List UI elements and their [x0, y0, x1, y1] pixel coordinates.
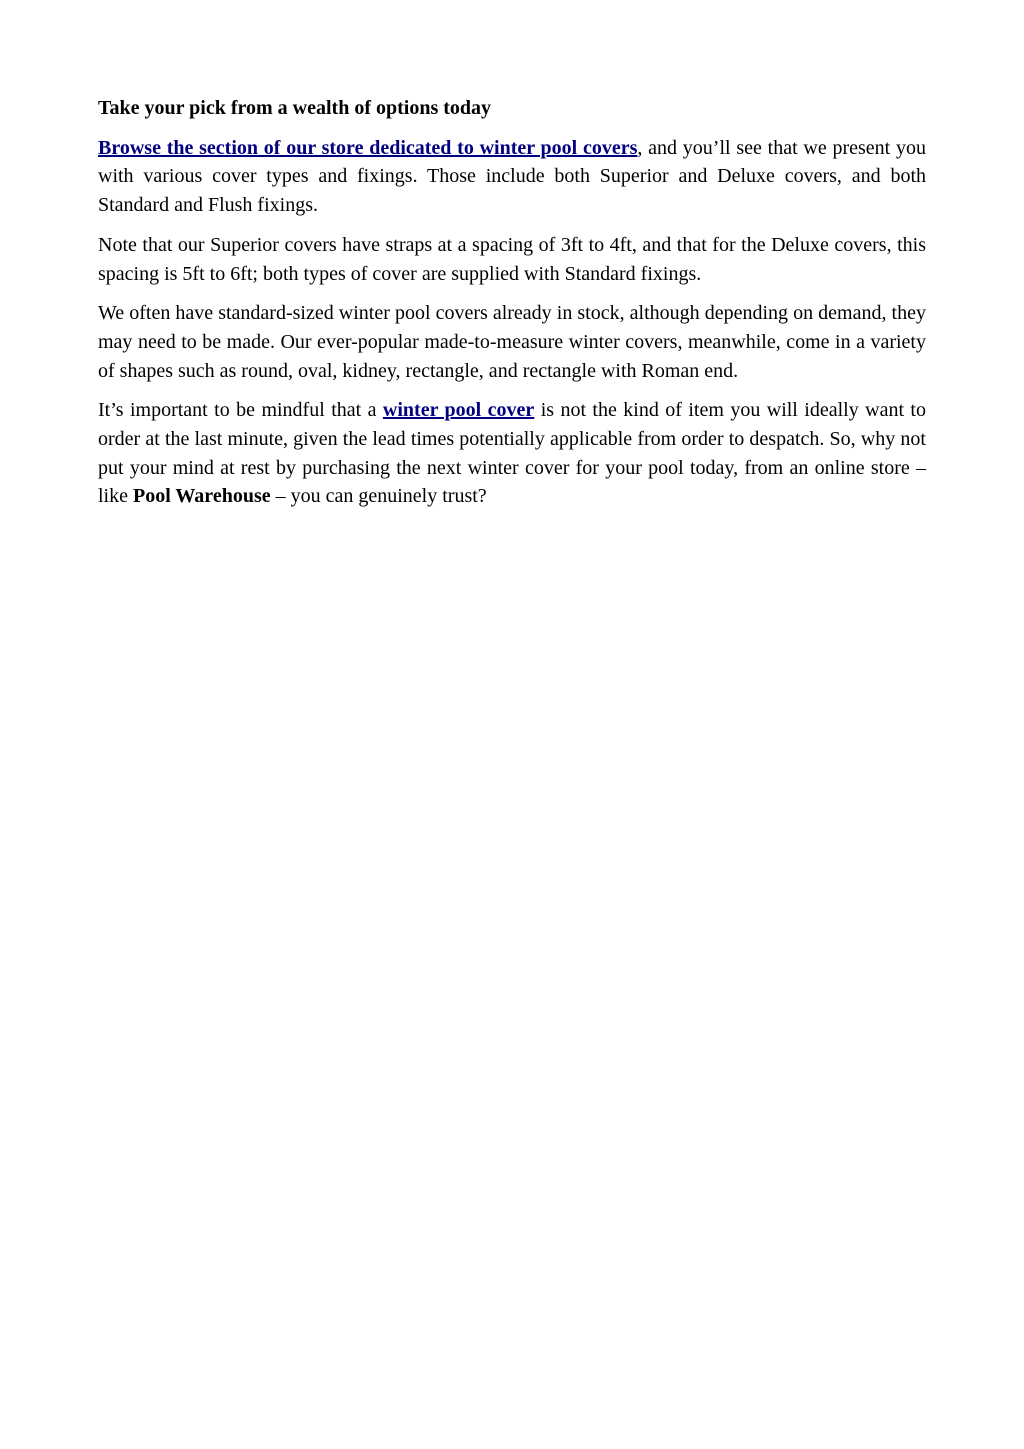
paragraph-text: is not the kind of item you will ideally want to order at the last minute, given the lead times potentially applicable from order to despatch. So, why not put your mind at rest by purchasing the next winter cover for your pool today, from an online store – like: [98, 399, 926, 508]
paragraph-stock-shapes: [98, 299, 926, 385]
winter-pool-covers-section-link[interactable]: Browse the section of our store dedicated to winter pool covers: [98, 136, 638, 159]
paragraph-text: Note that our Superior covers have straps at a spacing of 3ft to 4ft, and that for the Deluxe covers, this spacing is 5ft to 6ft; both types of cover are supplied with Standard fixings.: [98, 233, 926, 285]
paragraph-browse-section: [98, 134, 926, 220]
brand-name: Pool Warehouse: [133, 485, 271, 508]
paragraph-text: It’s important to be mindful that a: [98, 399, 383, 422]
paragraph-strap-spacing: [98, 231, 926, 288]
section-heading: Take your pick from a wealth of options today: [98, 97, 492, 119]
winter-pool-cover-link[interactable]: winter pool cover: [382, 399, 535, 422]
paragraph-text: We often have standard-sized winter pool covers already in stock, although depending on demand, they may need to be made. Our ever-popular made-to-measure winter covers, meanwhile, come in a variety of shapes such as round, oval, kidney, rectangle, and rectangle with Roman end.: [98, 302, 926, 382]
paragraph-lead-times: [98, 396, 926, 511]
document-page: [98, 94, 926, 522]
paragraph-text: , and you’ll see that we present you with various cover types and fixings. Those include both Superior and Deluxe covers, and both Standard and Flush fixings.: [98, 136, 926, 217]
paragraph-text: – you can genuinely trust?: [270, 485, 487, 508]
